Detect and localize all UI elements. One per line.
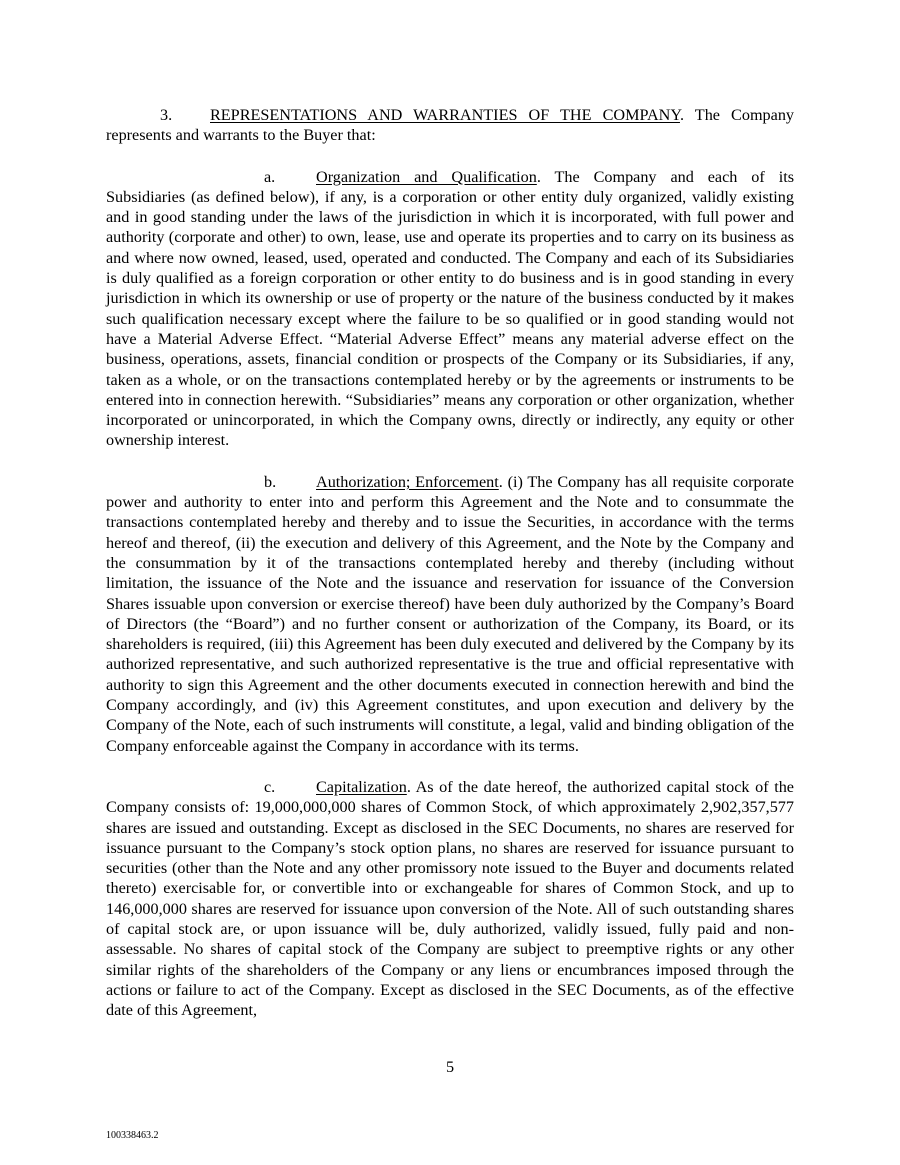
paragraph-title: Capitalization <box>316 777 407 796</box>
section-number: 3. <box>160 106 173 124</box>
paragraph-capitalization <box>106 777 794 1021</box>
document-page <box>106 105 794 1041</box>
paragraph-letter: a. <box>264 167 276 186</box>
paragraph-body: . As of the date hereof, the authorized capital stock of the Company consists of: 19,000,000,000 shares of Common Stock, of which approximately 2,902,357,577 shares are issued and outstanding. Except as disclosed in the SEC Documents, no shares are reserved for issuance pursuant to the Company’s stock option plans, no shares are reserved for issuance pursuant to securities (other than the Note and any other promissory note issued to the Buyer and documents related thereto) exercisable for, or convertible into or exchangeable for shares of Common Stock, and up to 146,000,000 shares are reserved for issuance upon conversion of the Note. All of such outstanding shares of capital stock are, or upon issuance will be, duly authorized, validly issued, fully paid and non-assessable. No shares of capital stock of the Company are subject to preemptive rights or any other similar rights of the shareholders of the Company or any liens or encumbrances imposed through the actions or failure to act of the Company. Except as disclosed in the SEC Documents, as of the effective date of this Agreement, <box>106 777 794 1020</box>
paragraph-body: . (i) The Company has all requisite corporate power and authority to enter into and perform this Agreement and the Note and to consummate the transactions contemplated hereby and thereby and to issue the Securities, in accordance with the terms hereof and thereof, (ii) the execution and delivery of this Agreement, and the Note by the Company and the consummation by it of the transactions contemplated hereby and thereby (including without limitation, the issuance of the Note and the issuance and reservation for issuance of the Conversion Shares issuable upon conversion or exercise thereof) have been duly authorized by the Company’s Board of Directors (the “Board”) and no further consent or authorization of the Company, its Board, or its shareholders is required, (iii) this Agreement has been duly executed and delivered by the Company by its authorized representative, and such authorized representative is the true and official representative with authority to sign this Agreement and the other documents executed in connection herewith and bind the Company accordingly, and (iv) this Agreement constitutes, and upon execution and delivery by the Company of the Note, each of such instruments will constitute, a legal, valid and binding obligation of the Company enforceable against the Company in accordance with its terms. <box>106 472 794 755</box>
paragraph-body: . The Company and each of its Subsidiaries (as defined below), if any, is a corporation or other entity duly organized, validly existing and in good standing under the laws of the jurisdiction in which it is incorporated, with full power and authority (corporate and other) to own, lease, use and operate its properties and to carry on its business as and where now owned, leased, used, operated and conducted. The Company and each of its Subsidiaries is duly qualified as a foreign corporation or other entity to do business and is in good standing in every jurisdiction in which its ownership or use of property or the nature of the business conducted by it makes such qualification necessary except where the failure to be so qualified or in good standing would not have a Material Adverse Effect. “Material Adverse Effect” means any material adverse effect on the business, operations, assets, financial condition or prospects of the Company or its Subsidiaries, if any, taken as a whole, or on the transactions contemplated hereby or by the agreements or instruments to be entered into in connection herewith. “Subsidiaries” means any corporation or other organization, whether incorporated or unincorporated, in which the Company owns, directly or indirectly, any equity or other ownership interest. <box>106 167 794 450</box>
section-heading-paragraph <box>106 105 794 146</box>
section-title: REPRESENTATIONS AND WARRANTIES OF THE COMPANY <box>210 106 680 124</box>
document-id: 100338463.2 <box>106 1130 159 1141</box>
section-intro: . The Company represents and warrants to the Buyer that: <box>106 106 795 145</box>
paragraph-organization <box>106 167 794 451</box>
page-number: 5 <box>445 1058 455 1076</box>
paragraph-authorization <box>106 472 794 756</box>
paragraph-letter: b. <box>264 472 277 491</box>
paragraph-letter: c. <box>264 777 276 796</box>
paragraph-title: Authorization; Enforcement <box>316 472 499 491</box>
paragraph-title: Organization and Qualification <box>316 167 537 186</box>
